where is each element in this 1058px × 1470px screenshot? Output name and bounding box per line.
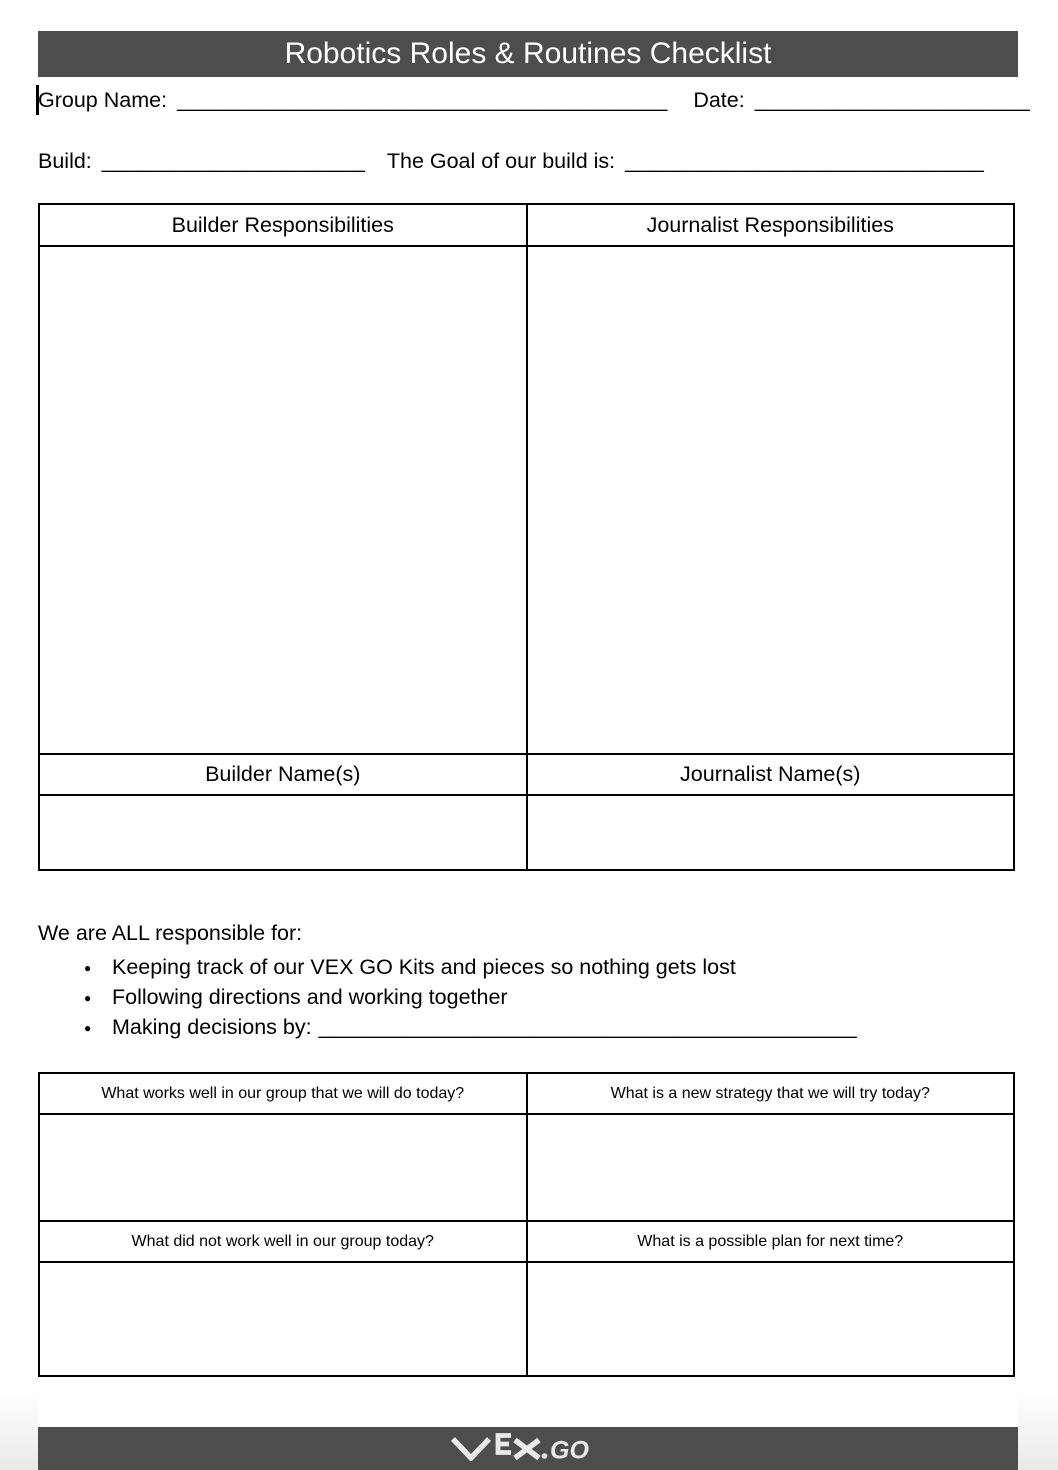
logo-go-text: GO bbox=[550, 1436, 589, 1461]
builder-names-cell[interactable] bbox=[39, 795, 527, 870]
footer-bar bbox=[38, 1427, 1018, 1470]
page-edge-shade-left bbox=[0, 1392, 38, 1470]
vex-go-logo bbox=[450, 1433, 606, 1461]
group-name-blank[interactable]: _________________________________________ bbox=[177, 88, 668, 112]
decisions-blank[interactable]: _____________________________________________ bbox=[318, 1015, 857, 1039]
logo-letter-x bbox=[515, 1440, 539, 1458]
group-name-label: Group Name: bbox=[38, 88, 168, 112]
journalist-responsibilities-header: Journalist Responsibilities bbox=[527, 204, 1015, 246]
journalist-responsibilities-cell[interactable] bbox=[527, 246, 1015, 754]
bullet-item bbox=[38, 982, 1018, 1012]
build-blank[interactable]: ______________________ bbox=[101, 149, 365, 173]
reflection-answer-row-1 bbox=[39, 1114, 1014, 1221]
roles-header-row bbox=[39, 204, 1014, 246]
bullet-item bbox=[38, 1012, 1018, 1042]
works-well-header: What works well in our group that we will do today? bbox=[39, 1073, 527, 1114]
logo-letter-e bbox=[498, 1436, 511, 1453]
builder-responsibilities-cell[interactable] bbox=[39, 246, 527, 754]
new-strategy-cell[interactable] bbox=[527, 1114, 1015, 1221]
bullet-text: Following directions and working together bbox=[112, 985, 508, 1009]
roles-table bbox=[38, 203, 1015, 871]
reflection-header-row-2 bbox=[39, 1221, 1014, 1262]
new-strategy-header: What is a new strategy that we will try today? bbox=[527, 1073, 1015, 1114]
builder-names-header: Builder Name(s) bbox=[39, 754, 527, 795]
title-bar bbox=[38, 31, 1018, 77]
logo-letter-v bbox=[453, 1439, 489, 1458]
group-date-line bbox=[38, 88, 1030, 113]
build-goal-line bbox=[38, 149, 984, 174]
reflection-answer-row-2 bbox=[39, 1262, 1014, 1376]
page-title: Robotics Roles & Routines Checklist bbox=[284, 37, 772, 70]
journalist-names-cell[interactable] bbox=[527, 795, 1015, 870]
reflection-header-row-1 bbox=[39, 1073, 1014, 1114]
responsibilities-section bbox=[38, 918, 1018, 1042]
did-not-work-cell[interactable] bbox=[39, 1262, 527, 1376]
goal-label: The Goal of our build is: bbox=[386, 149, 616, 173]
reflection-table bbox=[38, 1072, 1015, 1377]
responsibilities-list bbox=[38, 952, 1018, 1042]
next-plan-header: What is a possible plan for next time? bbox=[527, 1221, 1015, 1262]
bullet-text: Making decisions by: bbox=[112, 1015, 312, 1039]
bullet-item bbox=[38, 952, 1018, 982]
did-not-work-header: What did not work well in our group today? bbox=[39, 1221, 527, 1262]
names-body-row bbox=[39, 795, 1014, 870]
names-header-row bbox=[39, 754, 1014, 795]
vex-go-logo-graphic bbox=[450, 1433, 606, 1461]
logo-dot bbox=[542, 1453, 548, 1459]
journalist-names-header: Journalist Name(s) bbox=[527, 754, 1015, 795]
page-edge-shade-right bbox=[1018, 1392, 1058, 1470]
goal-blank[interactable]: ______________________________ bbox=[625, 149, 984, 173]
builder-responsibilities-header: Builder Responsibilities bbox=[39, 204, 527, 246]
roles-body-row bbox=[39, 246, 1014, 754]
build-label: Build: bbox=[38, 149, 92, 173]
date-label: Date: bbox=[693, 88, 745, 112]
next-plan-cell[interactable] bbox=[527, 1262, 1015, 1376]
works-well-cell[interactable] bbox=[39, 1114, 527, 1221]
responsibilities-heading: We are ALL responsible for: bbox=[38, 921, 303, 945]
date-blank[interactable]: _______________________ bbox=[754, 88, 1030, 112]
bullet-text: Keeping track of our VEX GO Kits and pieces so nothing gets lost bbox=[112, 955, 736, 979]
